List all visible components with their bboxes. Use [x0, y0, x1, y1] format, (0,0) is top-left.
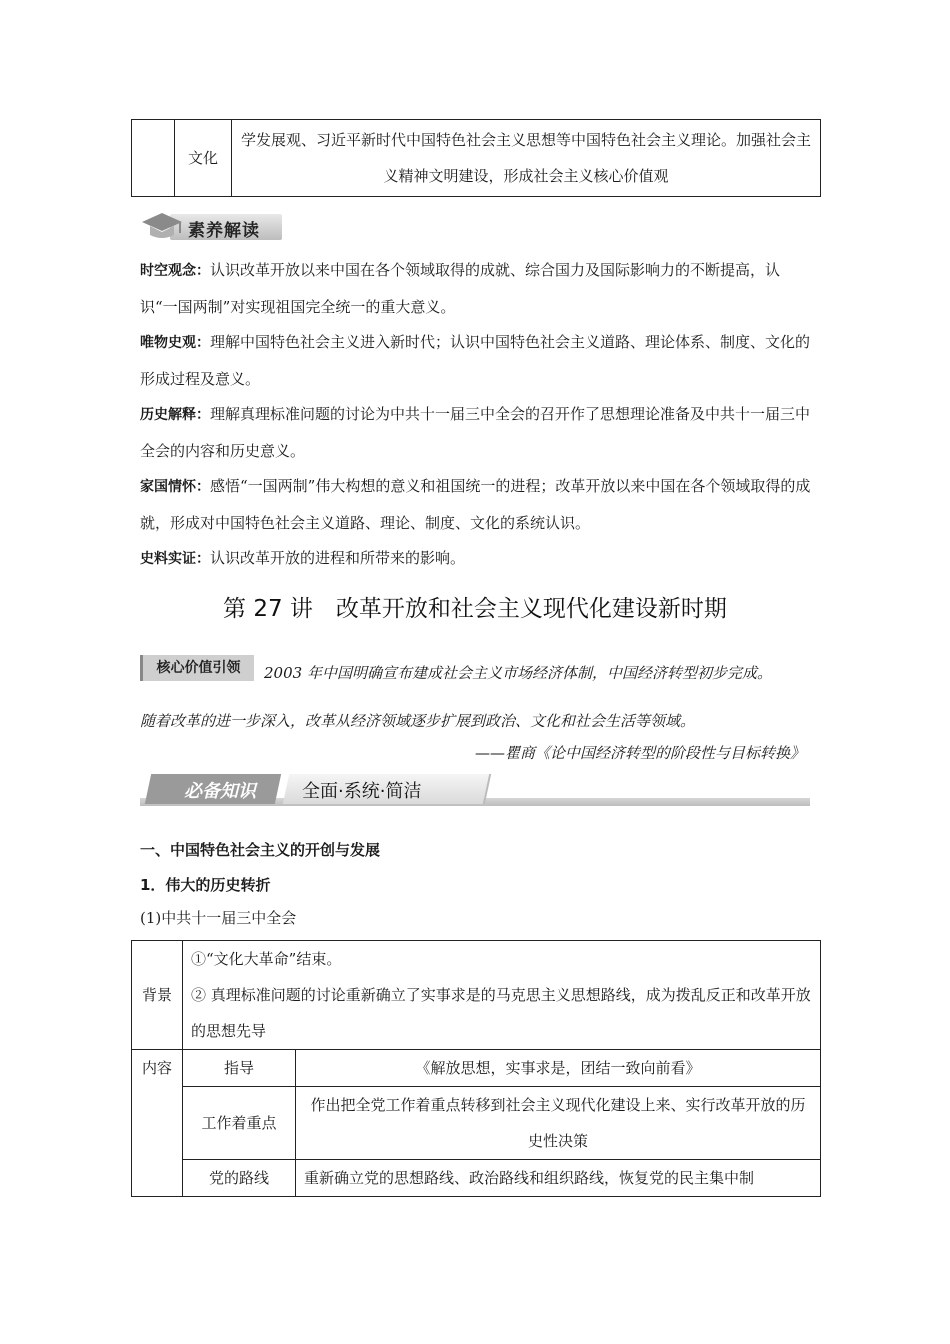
core-value-line2: 随着改革的进一步深入，改革从经济领域逐步扩展到政治、文化和社会生活等领域。: [140, 712, 696, 730]
literacy-item-evidence: [140, 540, 815, 577]
table-cell-value: 《解放思想，实事求是，团结一致向前看》: [296, 1050, 821, 1087]
background-item: ①“文化大革命”结束。: [191, 950, 342, 968]
sub-heading: 1．伟大的历史转折: [140, 876, 271, 894]
table-header-content: 内容: [132, 1050, 183, 1197]
culture-table: [131, 119, 821, 197]
graduation-cap-icon: [140, 209, 184, 243]
table-cell-content: 学发展观、习近平新时代中国特色社会主义思想等中国特色社会主义理论。加强社会主义精神文明建设，形成社会主义核心价值观: [232, 120, 821, 197]
banner-left-text: 必备知识: [184, 781, 256, 802]
item-label: 史料实证：: [140, 551, 210, 567]
sub-sub-heading: (1)中共十一届三中全会: [140, 909, 297, 927]
table-cell-value: 作出把全党工作着重点转移到社会主义现代化建设上来、实行改革开放的历史性决策: [296, 1087, 821, 1160]
core-value-tag: 核心价值引领: [140, 655, 254, 681]
knowledge-banner: [140, 774, 810, 808]
core-value-source: ——瞿商《论中国经济转型的阶段性与目标转换》: [474, 744, 805, 762]
item-label: 历史解释：: [140, 407, 210, 423]
table-cell-key: 工作着重点: [183, 1087, 296, 1160]
table-cell-empty: [132, 120, 175, 197]
table-cell-key: 党的路线: [183, 1160, 296, 1197]
table-row: [132, 1160, 821, 1197]
badge-title: 素养解读: [188, 221, 260, 241]
item-label: 家国情怀：: [140, 479, 210, 495]
item-text: 认识改革开放以来中国在各个领域取得的成就、综合国力及国际影响力的不断提高，认识“一国两制”对实现祖国完全统一的重大意义。: [140, 261, 781, 316]
literacy-item-materialism: [140, 324, 815, 397]
section-heading: 一、中国特色社会主义的开创与发展: [140, 841, 381, 859]
table-cell-category: 文化: [175, 120, 232, 197]
table-cell-value: 重新确立党的思想路线、政治路线和组织路线，恢复党的民主集中制: [296, 1160, 821, 1197]
table-row: [132, 941, 821, 1050]
literacy-badge: [140, 209, 284, 241]
lecture-title: 第 27 讲 改革开放和社会主义现代化建设新时期: [223, 596, 727, 622]
item-text: 理解中国特色社会主义进入新时代；认识中国特色社会主义道路、理论体系、制度、文化的形成过程及意义。: [140, 333, 811, 388]
item-text: 理解真理标准问题的讨论为中共十一届三中全会的召开作了思想理论准备及中共十一届三中全会的内容和历史意义。: [140, 405, 811, 460]
banner-right-text: 全面·系统·简洁: [302, 781, 422, 802]
item-label: 时空观念：: [140, 263, 210, 279]
literacy-item-interpretation: [140, 396, 815, 469]
core-value-line1: 2003 年中国明确宣布建成社会主义市场经济体制，中国经济转型初步完成。: [264, 664, 772, 682]
literacy-item-spacetime: [140, 252, 815, 325]
table-cell-background: [183, 941, 821, 1050]
item-label: 唯物史观：: [140, 335, 210, 351]
table-cell-key: 指导: [183, 1050, 296, 1087]
table-header-background: 背景: [132, 941, 183, 1050]
plenum-table: [131, 940, 821, 1197]
table-row: [132, 1050, 821, 1087]
item-text: 认识改革开放的进程和所带来的影响。: [210, 549, 466, 567]
background-item: ② 真理标准问题的讨论重新确立了实事求是的马克思主义思想路线，成为拨乱反正和改革开放的思想先导: [191, 986, 811, 1040]
table-row: [132, 1087, 821, 1160]
literacy-item-patriotism: [140, 468, 815, 541]
item-text: 感悟“一国两制”伟大构想的意义和祖国统一的进程；改革开放以来中国在各个领域取得的成就，形成对中国特色社会主义道路、理论、制度、文化的系统认识。: [140, 477, 811, 532]
